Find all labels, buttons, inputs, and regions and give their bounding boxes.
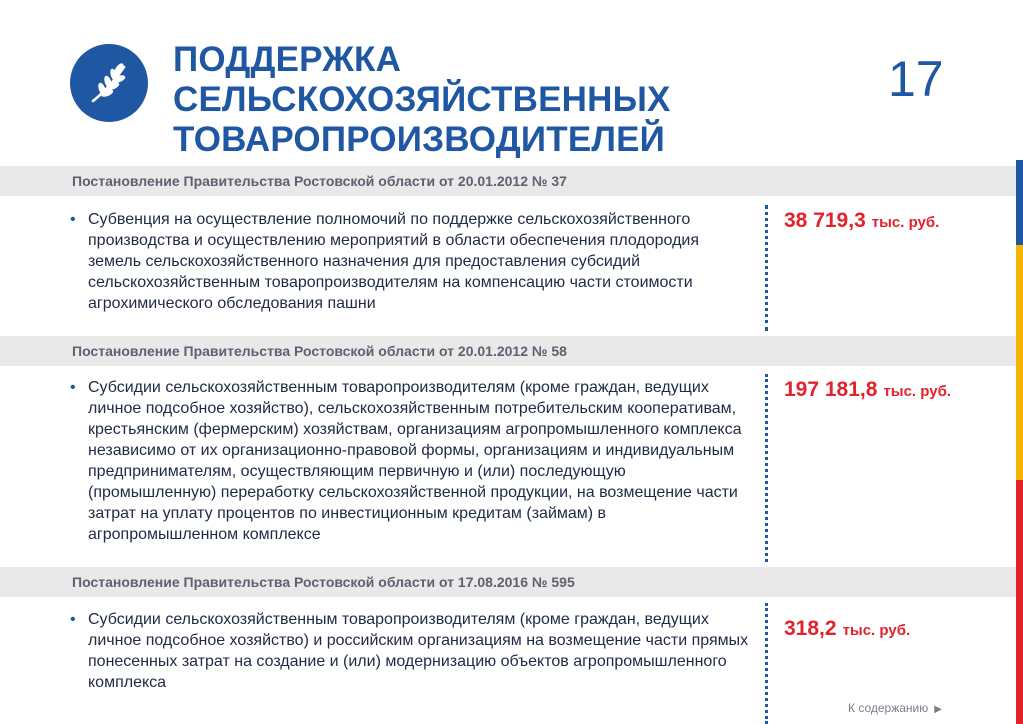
- toc-link[interactable]: [848, 701, 942, 715]
- amount-3: [784, 617, 910, 641]
- decree-bar-3: [0, 567, 1016, 597]
- amount-value: 318,2: [784, 617, 837, 640]
- amount-2: [784, 378, 951, 402]
- amount-value: 197 181,8: [784, 378, 878, 401]
- page-number: 17: [888, 51, 944, 107]
- wheat-icon: [70, 44, 148, 122]
- bullet-icon: •: [70, 379, 76, 396]
- dotted-divider: [765, 374, 768, 562]
- amount-unit: тыс. руб.: [883, 383, 952, 400]
- amount-unit: тыс. руб.: [871, 214, 940, 231]
- list-item-3: [70, 609, 750, 693]
- item-text: Субсидии сельскохозяйственным товаропроизводителям (кроме граждан, ведущих личное подсобное хозяйство), сельскохозяйственным потребительским кооперативам, крестьянским (фермерским) хозяйствам, организациям агропромышленного комплекса независимо от их организационно-правовой формы, организациям и индивидуальным предпринимателям, осуществляющим первичную и (или) последующую (промышленную) переработку сельскохозяйственной продукции, на возмещение части затрат на уплату процентов по инвестиционным кредитам (займам) в агропромышленном комплексе: [88, 379, 742, 543]
- item-text: Субвенция на осуществление полномочий по поддержке сельскохозяйственного производства и осуществлению мероприятий в области обеспечения плодородия земель сельскохозяйственного назначения для предоставления субсидий сельскохозяйственным товаропроизводителям на компенсацию части стоимости агрохимического обследования пашни: [88, 211, 700, 312]
- decree-title: Постановление Правительства Ростовской области от 20.01.2012 № 37: [72, 173, 567, 189]
- amount-unit: тыс. руб.: [842, 622, 911, 639]
- amount-value: 38 719,3: [784, 209, 866, 232]
- toc-link-label[interactable]: К содержанию: [848, 701, 929, 715]
- amount-1: [784, 209, 939, 233]
- decree-title: Постановление Правительства Ростовской области от 17.08.2016 № 595: [72, 574, 575, 590]
- bullet-icon: •: [70, 211, 76, 228]
- page-title: [173, 40, 863, 160]
- arrow-right-icon[interactable]: ▶: [934, 704, 942, 715]
- dotted-divider: [765, 603, 768, 724]
- dotted-divider: [765, 205, 768, 331]
- list-item-2: [70, 377, 750, 545]
- decree-bar-2: [0, 336, 1016, 366]
- page-title-line-1: ПОДДЕРЖКА СЕЛЬСКОХОЗЯЙСТВЕННЫХ: [173, 40, 671, 119]
- page-title-line-2: ТОВАРОПРОИЗВОДИТЕЛЕЙ: [173, 120, 666, 159]
- item-text: Субсидии сельскохозяйственным товаропроизводителям (кроме граждан, ведущих личное подсобное хозяйство) и российским организациям на возмещение части прямых понесенных затрат на создание и (или) модернизацию объектов агропромышленного комплекса: [88, 611, 749, 691]
- side-color-stripe: [1016, 0, 1023, 724]
- list-item-1: [70, 209, 750, 314]
- decree-title: Постановление Правительства Ростовской области от 20.01.2012 № 58: [72, 343, 567, 359]
- decree-bar-1: [0, 166, 1016, 196]
- bullet-icon: •: [70, 611, 76, 628]
